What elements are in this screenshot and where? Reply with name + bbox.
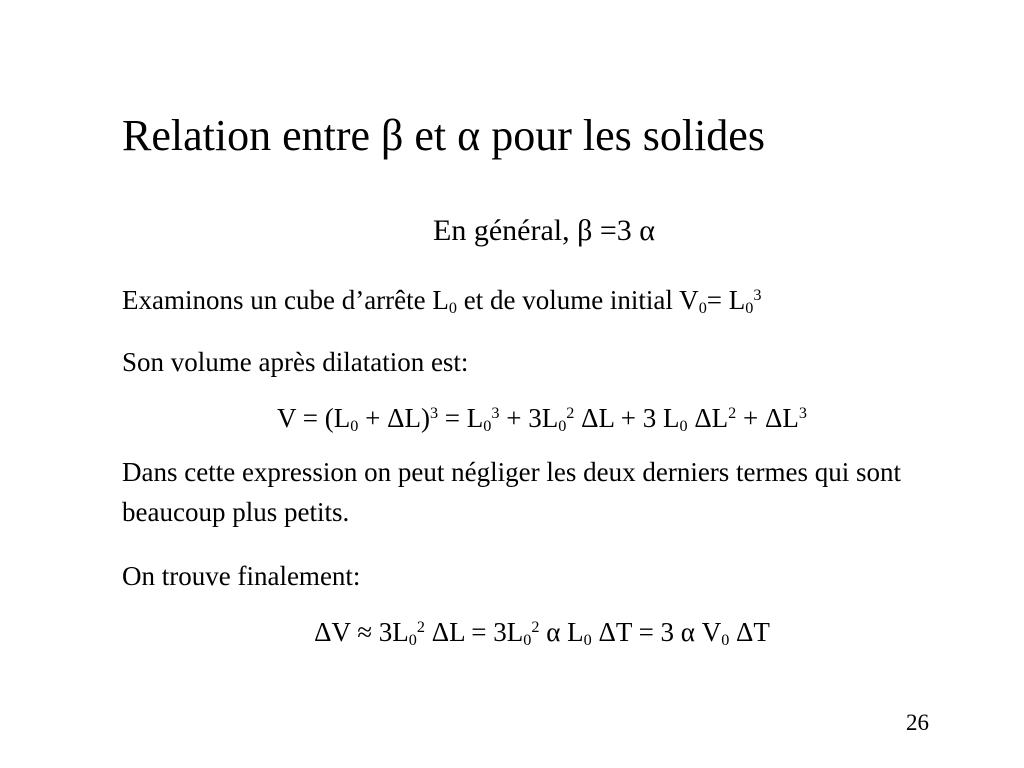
eq1-sub-4: 0 bbox=[679, 417, 688, 436]
eq1-part-6: ΔL bbox=[687, 403, 729, 433]
intro-text-3: = L bbox=[706, 285, 746, 315]
eq1-part-4: + 3L bbox=[499, 403, 559, 433]
eq2-sub-1: 0 bbox=[408, 631, 417, 650]
eq2-sub-3: 0 bbox=[583, 631, 592, 650]
eq1-sup-3: 2 bbox=[566, 404, 575, 423]
eq1-sub-2: 0 bbox=[483, 417, 492, 436]
eq1-sup-5: 3 bbox=[798, 404, 807, 423]
eq1-sup-1: 3 bbox=[429, 404, 439, 423]
eq2-part-1: ΔV ≈ 3L bbox=[314, 617, 409, 647]
explanation-paragraph: Dans cette expression on peut négliger les deux derniers termes qui sont beaucoup plus petits. bbox=[122, 457, 902, 527]
conclusion-line: On trouve finalement: bbox=[122, 561, 361, 591]
eq1-part-3: = L bbox=[438, 403, 484, 433]
eq1-sup-4: 2 bbox=[728, 404, 737, 423]
equation-expansion bbox=[30, 400, 1024, 436]
eq2-sup-1: 2 bbox=[416, 618, 425, 637]
eq1-sup-2: 3 bbox=[491, 404, 500, 423]
slide-title: Relation entre β et α pour les solides bbox=[122, 111, 765, 160]
eq1-part-1: V = (L bbox=[277, 403, 351, 433]
eq2-part-4: ΔT = 3 α V bbox=[591, 617, 722, 647]
intro-sub-1: 0 bbox=[448, 299, 457, 318]
intro-sup-1: 3 bbox=[753, 286, 762, 305]
eq2-sub-2: 0 bbox=[523, 631, 532, 650]
eq1-part-7: + ΔL bbox=[736, 403, 799, 433]
eq2-sub-4: 0 bbox=[721, 631, 730, 650]
page-number: 26 bbox=[906, 710, 929, 735]
eq1-sub-3: 0 bbox=[558, 417, 567, 436]
eq1-sub-1: 0 bbox=[350, 417, 359, 436]
intro-line bbox=[122, 282, 761, 318]
eq2-part-3: α L bbox=[539, 617, 584, 647]
volume-after-line: Son volume après dilatation est: bbox=[122, 347, 469, 377]
intro-text-2: et de volume initial V bbox=[456, 285, 699, 315]
general-relation-text: En général, β =3 α bbox=[433, 214, 655, 247]
intro-sub-3: 0 bbox=[745, 299, 754, 318]
eq2-part-2: ΔL = 3L bbox=[424, 617, 524, 647]
intro-text-1: Examinons un cube d’arrête L bbox=[122, 285, 449, 315]
eq1-part-5: ΔL + 3 L bbox=[574, 403, 680, 433]
intro-sub-2: 0 bbox=[698, 299, 707, 318]
eq1-part-2: + ΔL) bbox=[358, 403, 430, 433]
eq2-sup-2: 2 bbox=[531, 618, 540, 637]
equation-final bbox=[30, 614, 1024, 650]
general-relation bbox=[32, 211, 1024, 251]
eq2-part-5: ΔT bbox=[729, 617, 770, 647]
